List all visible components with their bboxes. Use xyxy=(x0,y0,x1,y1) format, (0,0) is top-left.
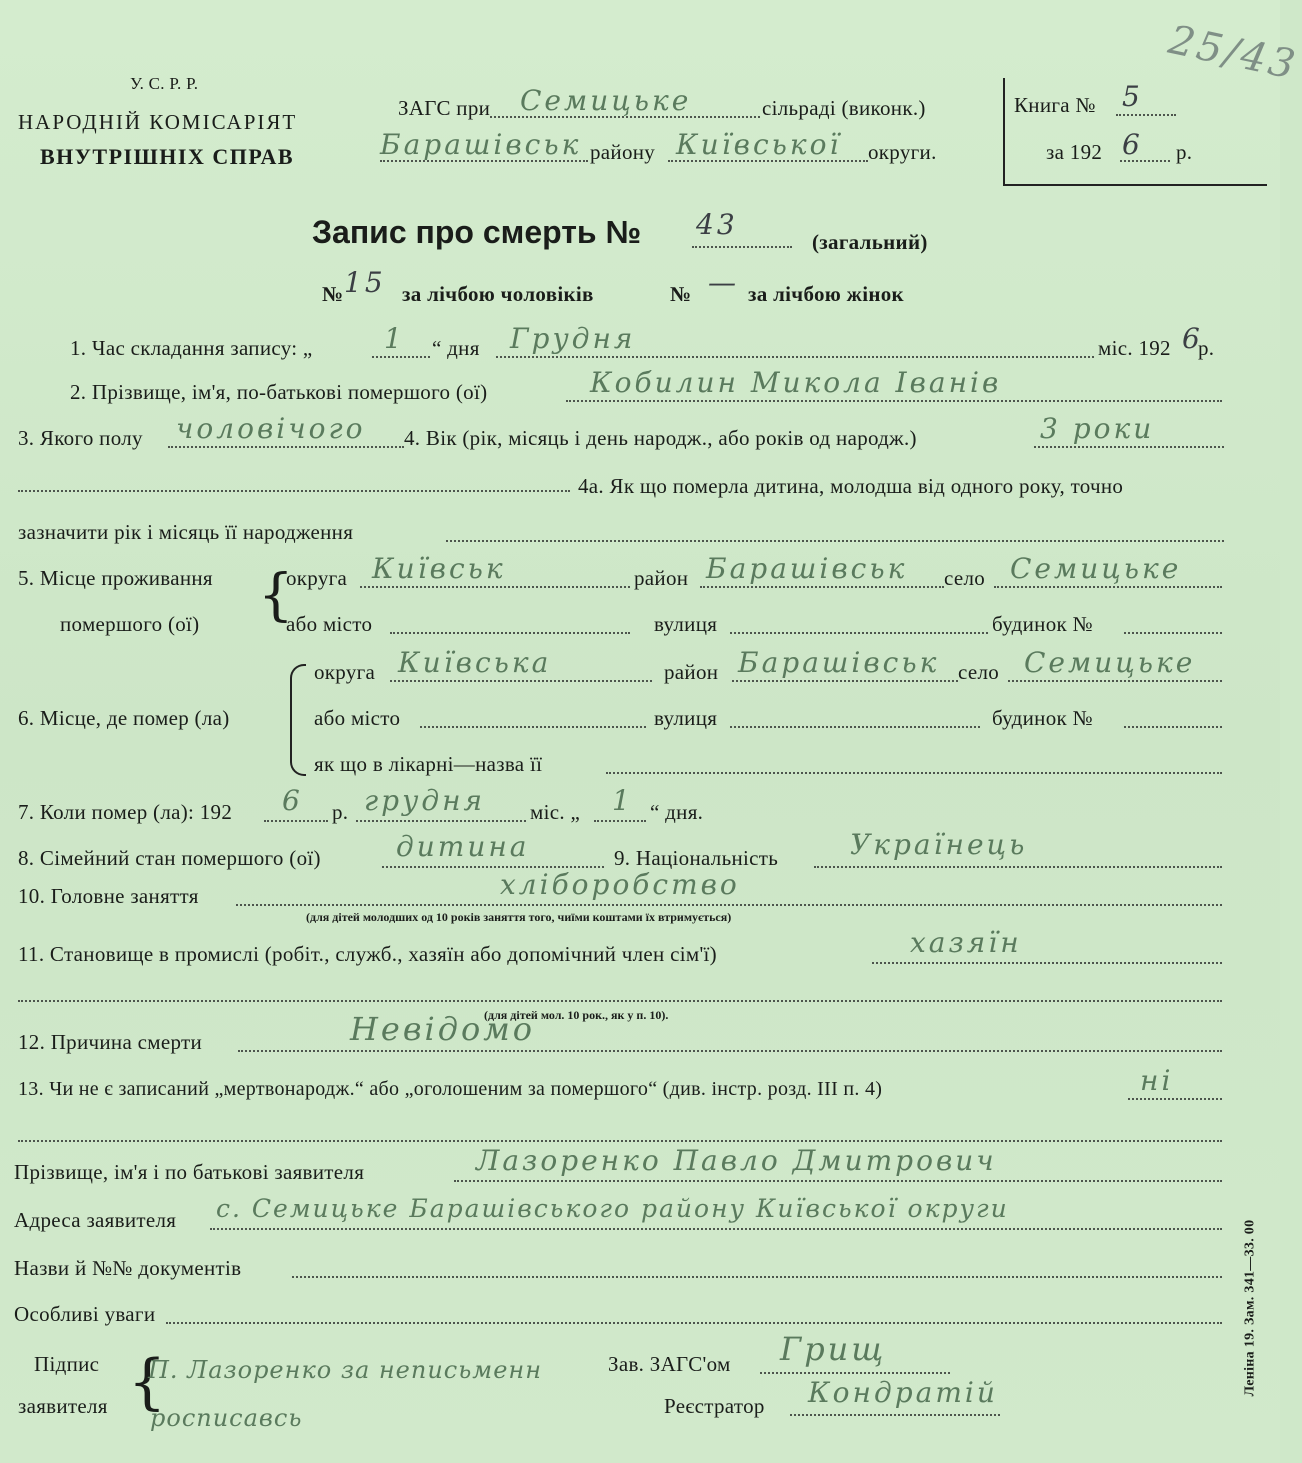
f9-value: Українець xyxy=(850,828,1028,861)
sign-label1: Підпис xyxy=(34,1352,100,1376)
registrar-sign: Кондратій xyxy=(808,1376,998,1409)
book-label: Книга № xyxy=(1014,93,1096,117)
f5-vul: вулиця xyxy=(654,612,718,636)
f1-year: 6 xyxy=(1182,322,1203,355)
book-year-suffix: р. xyxy=(1176,140,1193,164)
zags-prefix: ЗАГС при xyxy=(398,96,491,120)
hw-village: Семицьке xyxy=(520,84,692,117)
f11-value: хазяїн xyxy=(910,926,1022,959)
corner-note: 25/43 xyxy=(1164,16,1302,90)
f4a-line2: зазначити рік і місяць її народження xyxy=(18,520,354,544)
f6-raion-val: Барашівськ xyxy=(738,646,940,679)
women-text: за лічбою жінок xyxy=(748,282,904,306)
republic-label: У. С. Р. Р. xyxy=(130,74,199,93)
ministry-line2: ВНУТРІШНІХ СПРАВ xyxy=(40,144,295,169)
f7-dnya: “ дня. xyxy=(650,800,704,824)
f6-selo: село xyxy=(958,660,1000,684)
hw-raion: Барашівськ xyxy=(380,128,582,161)
f6-misto: або місто xyxy=(314,706,401,730)
okrug-suffix: округи. xyxy=(868,140,937,164)
f7-r: р. xyxy=(332,800,349,824)
address-value: с. Семицьке Барашівського району Київської округи xyxy=(216,1194,1009,1223)
f6-bud: будинок № xyxy=(992,706,1093,730)
f6-brace xyxy=(290,664,306,776)
f5-okruga: округа xyxy=(286,566,348,590)
f5-selo-val: Семицьке xyxy=(1010,552,1182,585)
book-year-prefix: за 192 xyxy=(1046,140,1103,164)
notes-label: Особливі уваги xyxy=(14,1302,156,1326)
f12-value: Невідомо xyxy=(350,1010,536,1048)
registrar-label: Реєстратор xyxy=(664,1394,765,1418)
f12-label: 12. Причина смерти xyxy=(18,1030,202,1054)
printer-mark: Леніна 19. Зам. 341—33. 00 xyxy=(1242,1219,1258,1397)
f13-label: 13. Чи не є записаний „мертвонародж.“ або „оголошеним за помершого“ (див. інстр. розд. III п. 4) xyxy=(18,1078,883,1100)
f10-note: (для дітей молодших од 10 років заняття того, чиїми коштами їх втримується) xyxy=(306,910,732,924)
applicant-label: Прізвище, ім'я і по батькові заявителя xyxy=(14,1160,365,1184)
sign-value1: П. Лазоренко за неписьменн xyxy=(148,1356,543,1384)
f1-day: 1 xyxy=(384,322,405,355)
f5-bud: будинок № xyxy=(992,612,1093,636)
f1-mid: “ дня xyxy=(432,336,480,360)
sign-label2: заявителя xyxy=(18,1394,108,1418)
f6-hosp: як що в лікарні—назва її xyxy=(314,752,543,776)
f5-label2: помершого (оï) xyxy=(60,612,200,636)
f2-value: Кобилин Микола Іванів xyxy=(590,366,1002,399)
women-no-label: № xyxy=(670,282,692,306)
f11-label: 11. Становище в промислі (робіт., служб., хазяїн або допомічний член сім'ї) xyxy=(18,942,717,966)
sign-brace: { xyxy=(128,1347,167,1417)
f6-okruga: округа xyxy=(314,660,376,684)
record-general: (загальний) xyxy=(812,230,928,254)
f1-label: 1. Час складання запису: „ xyxy=(70,336,313,360)
f7-day: 1 xyxy=(612,784,633,817)
f7-month: грудня xyxy=(364,784,486,817)
f6-selo-val: Семицьке xyxy=(1024,646,1196,679)
f9-label: 9. Національність xyxy=(614,846,779,870)
f6-vul: вулиця xyxy=(654,706,718,730)
f5-raion-val: Барашівськ xyxy=(706,552,908,585)
f5-label1: 5. Місце проживання xyxy=(18,566,213,590)
record-title: Запис про смерть № xyxy=(312,214,642,250)
sign-value2: росписавсь xyxy=(150,1404,303,1432)
f5-okruga-val: Київськ xyxy=(372,552,506,585)
f1-tail: міс. 192 xyxy=(1098,336,1171,360)
zags-suffix: сільраді (виконк.) xyxy=(762,96,926,120)
f2-label: 2. Прізвище, ім'я, по-батькові помершого (ої) xyxy=(70,380,488,404)
men-no-label: № xyxy=(322,282,344,306)
f6-label: 6. Місце, де помер (ла) xyxy=(18,706,230,730)
book-year-digit: 6 xyxy=(1122,128,1143,161)
f4-value: 3 роки xyxy=(1040,412,1155,445)
hw-okrug: Київської xyxy=(676,128,842,161)
f7-label: 7. Коли помер (ла): 192 xyxy=(18,800,233,824)
f13-value: ні xyxy=(1140,1064,1174,1097)
f3-value: чоловічого xyxy=(176,412,366,445)
f3-label: 3. Якого полу xyxy=(18,426,143,450)
f6-raion: район xyxy=(664,660,719,684)
address-label: Адреса заявителя xyxy=(14,1208,177,1232)
docs-label: Назви й №№ документів xyxy=(14,1256,242,1280)
f5-brace: { xyxy=(258,563,294,628)
f8-label: 8. Сімейний стан помершого (оï) xyxy=(18,846,321,870)
zags-head-label: Зав. ЗАГС'ом xyxy=(608,1352,731,1376)
men-no: 15 xyxy=(344,266,386,299)
men-text: за лічбою чоловіків xyxy=(402,282,594,306)
f8-value: дитина xyxy=(396,830,530,863)
applicant-value: Лазоренко Павло Дмитрович xyxy=(476,1144,997,1177)
zags-head-sign: Грищ xyxy=(780,1330,887,1368)
f5-misto: або місто xyxy=(286,612,373,636)
raion-suffix: району xyxy=(590,140,656,164)
f1-end: р. xyxy=(1198,336,1215,360)
f11-note: (для дітей мол. 10 рок., як у п. 10). xyxy=(484,1008,669,1022)
f5-selo: село xyxy=(944,566,986,590)
record-number: 43 xyxy=(696,208,738,241)
f10-value: хліборобство xyxy=(500,868,740,901)
f6-okruga-val: Київська xyxy=(398,646,552,679)
f4-label: 4. Вік (рік, місяць і день народж., або років од народж.) xyxy=(404,426,917,450)
f7-mis: міс. „ xyxy=(530,800,581,824)
f7-year: 6 xyxy=(282,784,303,817)
book-number: 5 xyxy=(1122,80,1143,113)
women-no: — xyxy=(708,266,739,299)
f1-month: Грудня xyxy=(510,322,636,355)
f4a-line1: 4а. Як що померла дитина, молодша від одного року, точно xyxy=(578,474,1124,498)
ministry-line1: НАРОДНІЙ КОМІСАРІЯТ xyxy=(18,110,298,134)
f5-raion: район xyxy=(634,566,689,590)
f10-label: 10. Головне заняття xyxy=(18,884,199,908)
